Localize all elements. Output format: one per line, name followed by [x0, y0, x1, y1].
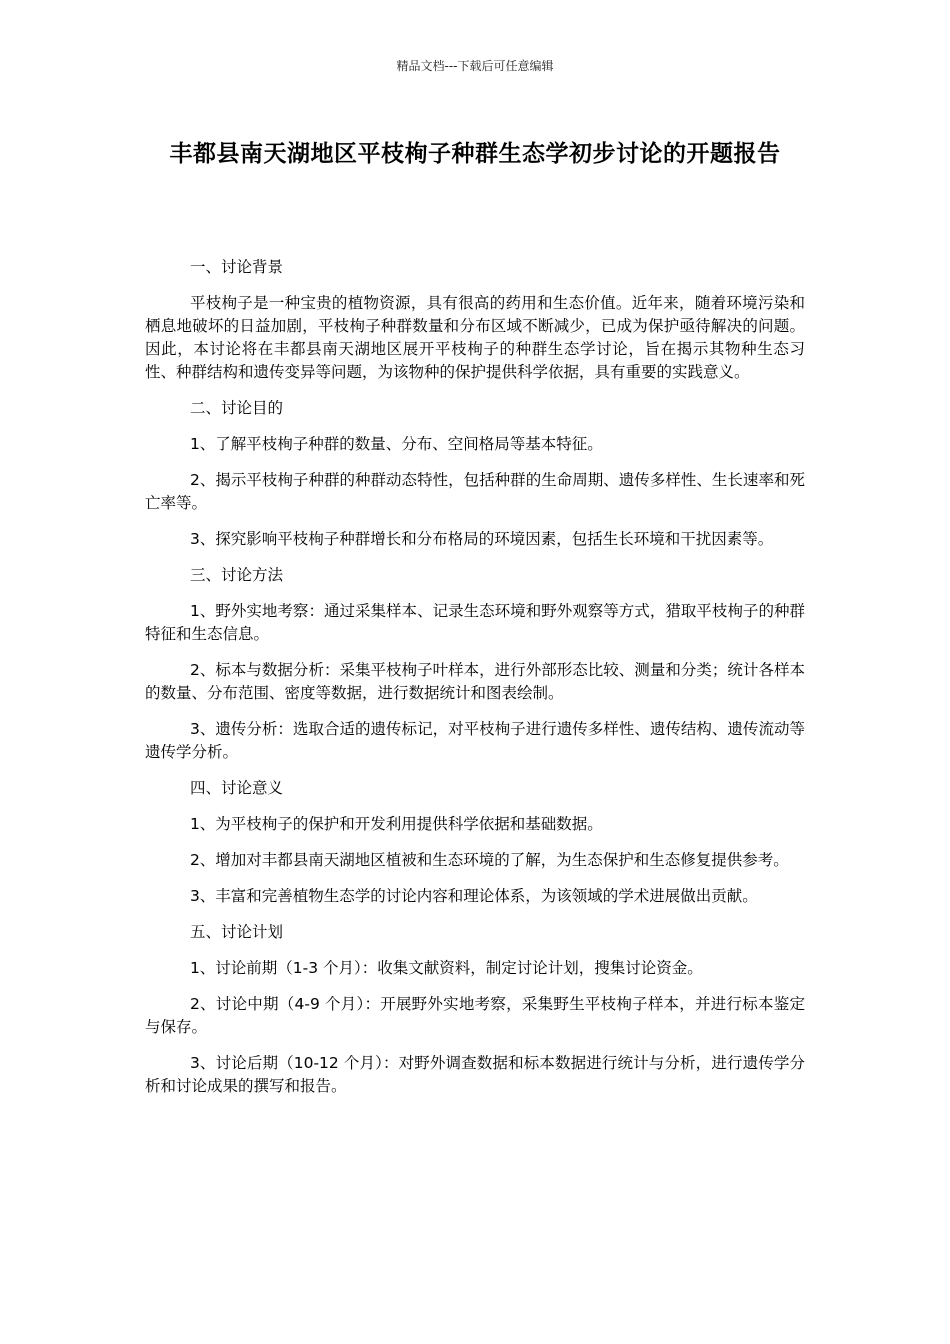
method-item-2: 2、标本与数据分析：采集平枝栒子叶样本，进行外部形态比较、测量和分类；统计各样本的数量、分布范围、密度等数据，进行数据统计和图表绘制。 — [145, 661, 805, 702]
objective-item-1: 1、了解平枝栒子种群的数量、分布、空间格局等基本特征。 — [189, 435, 603, 453]
section-heading-background: 一、讨论背景 — [189, 258, 283, 276]
section-heading-significance: 四、讨论意义 — [189, 779, 283, 797]
method-item-3: 3、遗传分析：选取合适的遗传标记，对平枝栒子进行遗传多样性、遗传结构、遗传流动等遗传学分析。 — [145, 720, 805, 761]
paragraph-background: 平枝栒子是一种宝贵的植物资源，具有很高的药用和生态价值。近年来，随着环境污染和栖息地破坏的日益加剧，平枝栒子种群数量和分布区域不断减少，已成为保护亟待解决的问题。因此，本讨论将在丰都县南天湖地区展开平枝栒子的种群生态学讨论，旨在揭示其物种生态习性、种群结构和遗传变异等问题，为该物种的保护提供科学依据，具有重要的实践意义。 — [145, 294, 805, 381]
objective-item-3: 3、探究影响平枝栒子种群增长和分布格局的环境因素，包括生长环境和干扰因素等。 — [189, 530, 774, 548]
significance-item-3: 3、丰富和完善植物生态学的讨论内容和理论体系，为该领域的学术进展做出贡献。 — [189, 887, 758, 905]
section-heading-objectives: 二、讨论目的 — [189, 399, 283, 417]
significance-item-2: 2、增加对丰都县南天湖地区植被和生态环境的了解，为生态保护和生态修复提供参考。 — [189, 851, 789, 869]
method-item-1: 1、野外实地考察：通过采集样本、记录生态环境和野外观察等方式，猎取平枝栒子的种群特征和生态信息。 — [145, 602, 805, 643]
plan-item-1: 1、讨论前期（1-3 个月）：收集文献资料，制定讨论计划，搜集讨论资金。 — [189, 959, 703, 977]
plan-item-3: 3、讨论后期（10-12 个月）：对野外调查数据和标本数据进行统计与分析，进行遗传学分析和讨论成果的撰写和报告。 — [145, 1054, 805, 1095]
plan-item-2: 2、讨论中期（4-9 个月）：开展野外实地考察，采集野生平枝栒子样本，并进行标本鉴定与保存。 — [145, 995, 805, 1036]
section-heading-methods: 三、讨论方法 — [189, 566, 283, 584]
significance-item-1: 1、为平枝栒子的保护和开发利用提供科学依据和基础数据。 — [189, 815, 603, 833]
section-heading-plan: 五、讨论计划 — [189, 923, 283, 941]
header-note: 精品文档---下载后可任意编辑 — [396, 59, 554, 73]
document-title: 丰都县南天湖地区平枝栒子种群生态学初步讨论的开题报告 — [169, 141, 781, 167]
document-body — [145, 256, 805, 1111]
objective-item-2: 2、揭示平枝栒子种群的种群动态特性，包括种群的生命周期、遗传多样性、生长速率和死亡率等。 — [145, 471, 805, 512]
